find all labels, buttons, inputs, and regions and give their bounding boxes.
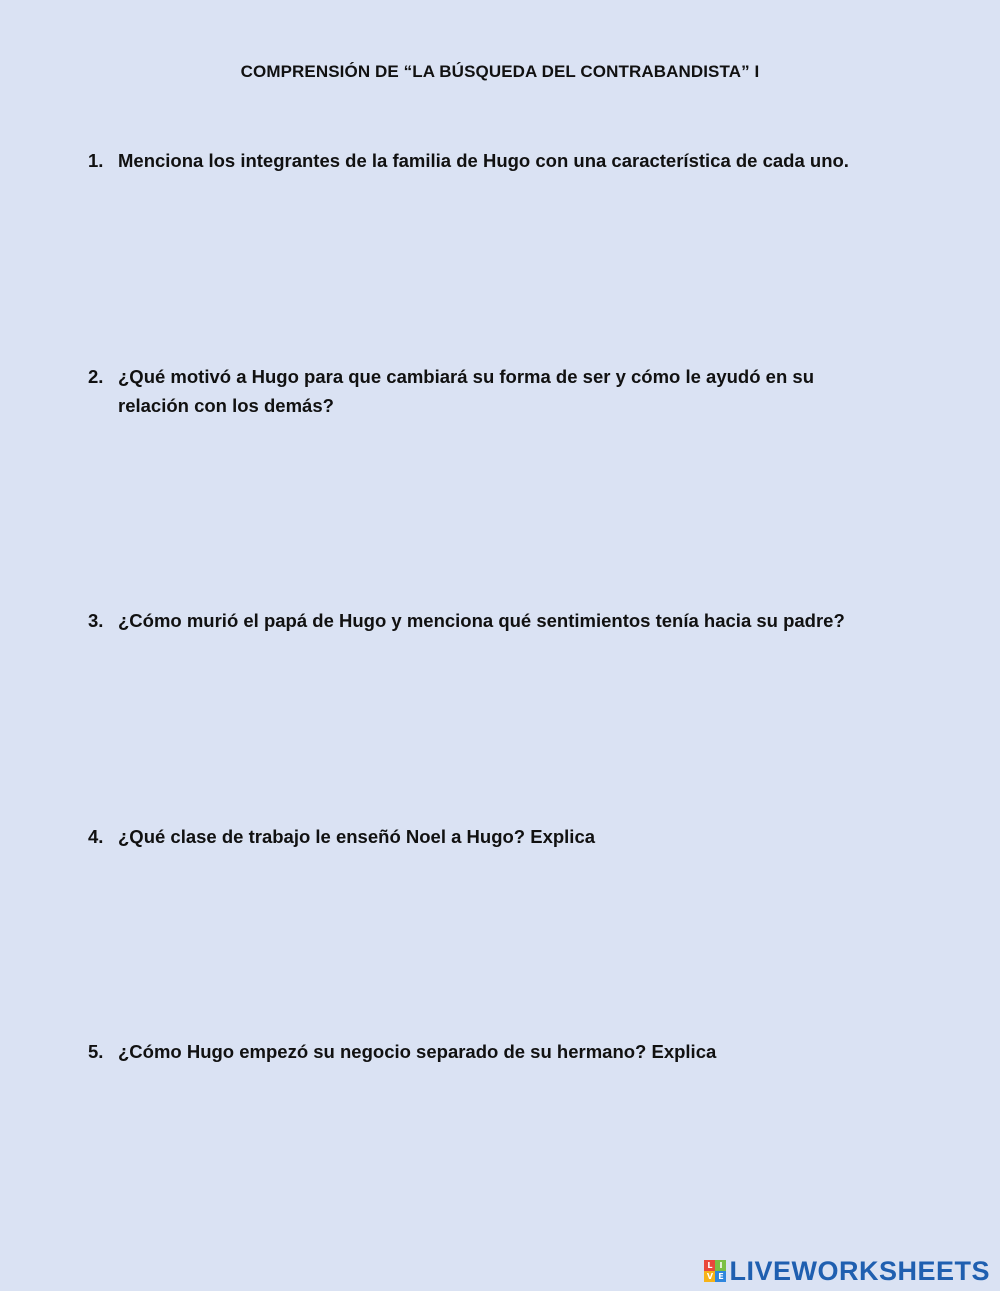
page-title: COMPRENSIÓN DE “LA BÚSQUEDA DEL CONTRABANDISTA” I	[240, 62, 760, 81]
question-number: 2.	[88, 366, 104, 387]
logo-letter: I	[715, 1260, 726, 1271]
liveworksheets-brand	[704, 1257, 990, 1285]
logo-letter: L	[704, 1260, 715, 1271]
question-text: ¿Qué motivó a Hugo para que cambiará su forma de ser y cómo le ayudó en su relación con los demás?	[118, 366, 814, 416]
question-number: 5.	[88, 1041, 104, 1062]
question-number: 3.	[88, 610, 104, 631]
question-3	[88, 606, 888, 635]
question-4	[88, 822, 888, 851]
question-text: Menciona los integrantes de la familia de Hugo con una característica de cada uno.	[118, 150, 849, 171]
question-1	[88, 146, 888, 175]
question-number: 4.	[88, 826, 104, 847]
brand-text: LIVEWORKSHEETS	[729, 1255, 990, 1286]
question-5	[88, 1037, 888, 1066]
question-text: ¿Cómo Hugo empezó su negocio separado de su hermano? Explica	[118, 1041, 717, 1062]
question-text: ¿Cómo murió el papá de Hugo y menciona qué sentimientos tenía hacia su padre?	[118, 610, 845, 631]
logo-letter: V	[704, 1271, 715, 1282]
question-text: ¿Qué clase de trabajo le enseñó Noel a Hugo? Explica	[118, 826, 596, 847]
question-number: 1.	[88, 150, 104, 171]
logo-letter: E	[715, 1271, 726, 1282]
question-2	[88, 362, 888, 420]
liveworksheets-logo-icon	[704, 1260, 726, 1282]
